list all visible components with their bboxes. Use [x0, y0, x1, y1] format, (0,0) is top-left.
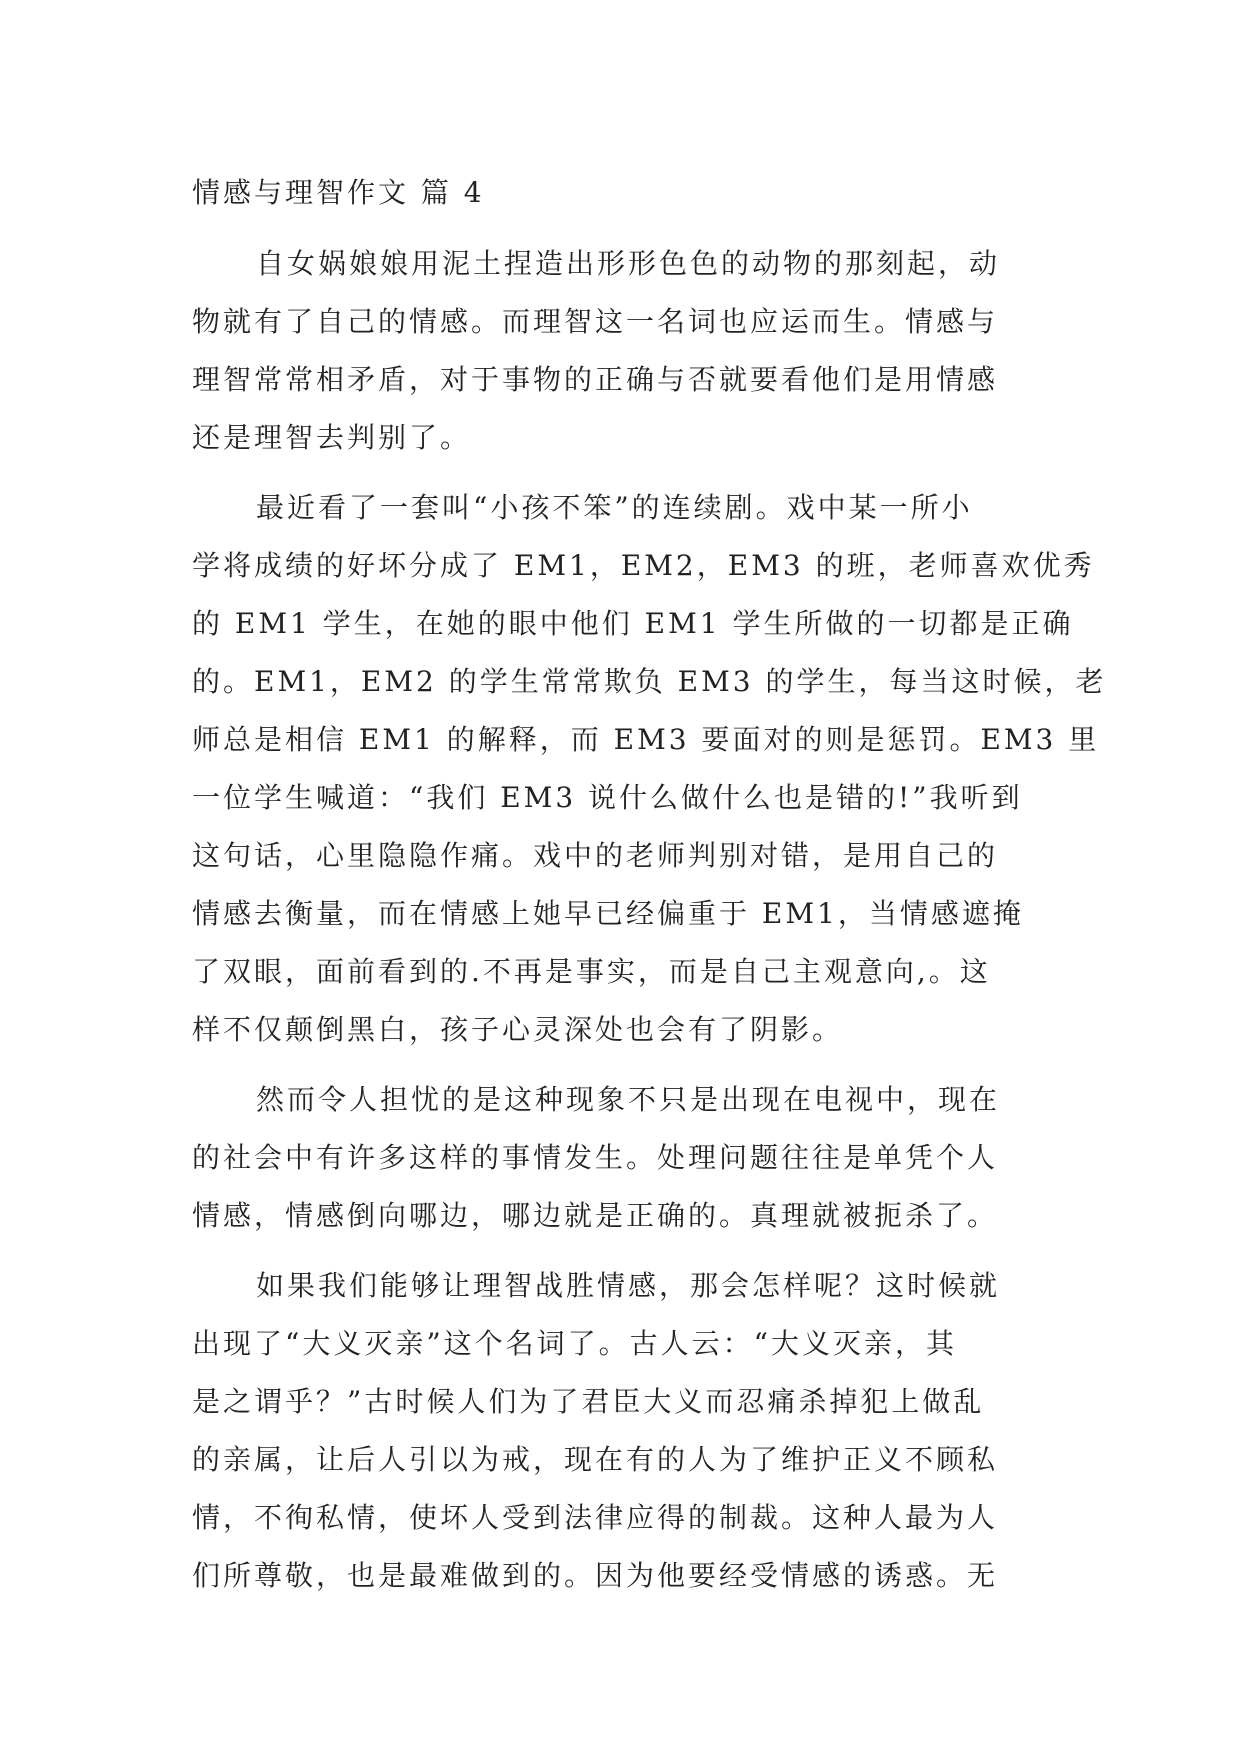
text-line: 师总是相信 EM1 的解释，而 EM3 要面对的则是惩罚。EM3 里	[192, 723, 1100, 756]
article-title: 情感与理智作文 篇 4	[192, 176, 485, 209]
text-line: 是之谓乎？”古时候人们为了君臣大义而忍痛杀掉犯上做乱	[192, 1385, 985, 1418]
paragraph	[192, 235, 1050, 467]
text-line: 的。EM1，EM2 的学生常常欺负 EM3 的学生，每当这时候，老	[192, 665, 1107, 698]
text-line: 理智常常相矛盾，对于事物的正确与否就要看他们是用情感	[192, 363, 999, 396]
text-line: 的 EM1 学生，在她的眼中他们 EM1 学生所做的一切都是正确	[192, 607, 1074, 640]
text-line: 的亲属，让后人引以为戒，现在有的人为了维护正义不顾私	[192, 1443, 999, 1476]
paragraph	[192, 1071, 1050, 1245]
text-line: 学将成绩的好坏分成了 EM1，EM2，EM3 的班，老师喜欢优秀	[192, 549, 1095, 582]
text-line: 情，不徇私情，使坏人受到法律应得的制裁。这种人最为人	[192, 1501, 999, 1534]
text-line: 还是理智去判别了。	[192, 421, 472, 454]
text-line: 如果我们能够让理智战胜情感，那会怎样呢？这时候就	[256, 1269, 1001, 1302]
text-line: 物就有了自己的情感。而理智这一名词也应运而生。情感与	[192, 305, 999, 338]
text-line: 的社会中有许多这样的事情发生。处理问题往往是单凭个人	[192, 1141, 999, 1174]
text-line: 样不仅颠倒黑白，孩子心灵深处也会有了阴影。	[192, 1013, 844, 1046]
text-line: 自女娲娘娘用泥土捏造出形形色色的动物的那刻起，动	[256, 247, 1001, 280]
paragraph	[192, 479, 1107, 1059]
text-line: 了双眼，面前看到的.不再是事实，而是自己主观意向,。这	[192, 955, 991, 988]
text-line: 然而令人担忧的是这种现象不只是出现在电视中，现在	[256, 1083, 1001, 1116]
text-line: 这句话，心里隐隐作痛。戏中的老师判别对错，是用自己的	[192, 839, 999, 872]
article-body	[192, 163, 1107, 1605]
text-line: 出现了“大义灭亲”这个名词了。古人云：“大义灭亲，其	[192, 1327, 957, 1360]
paragraph	[192, 1257, 1050, 1605]
text-line: 情感去衡量，而在情感上她早已经偏重于 EM1，当情感遮掩	[192, 897, 1024, 930]
text-line: 一位学生喊道：“我们 EM3 说什么做什么也是错的!”我听到	[192, 781, 1023, 814]
text-line: 情感，情感倒向哪边，哪边就是正确的。真理就被扼杀了。	[192, 1199, 999, 1232]
text-line: 最近看了一套叫“小孩不笨”的连续剧。戏中某一所小	[256, 491, 973, 524]
text-line: 们所尊敬，也是最难做到的。因为他要经受情感的诱惑。无	[192, 1559, 999, 1592]
